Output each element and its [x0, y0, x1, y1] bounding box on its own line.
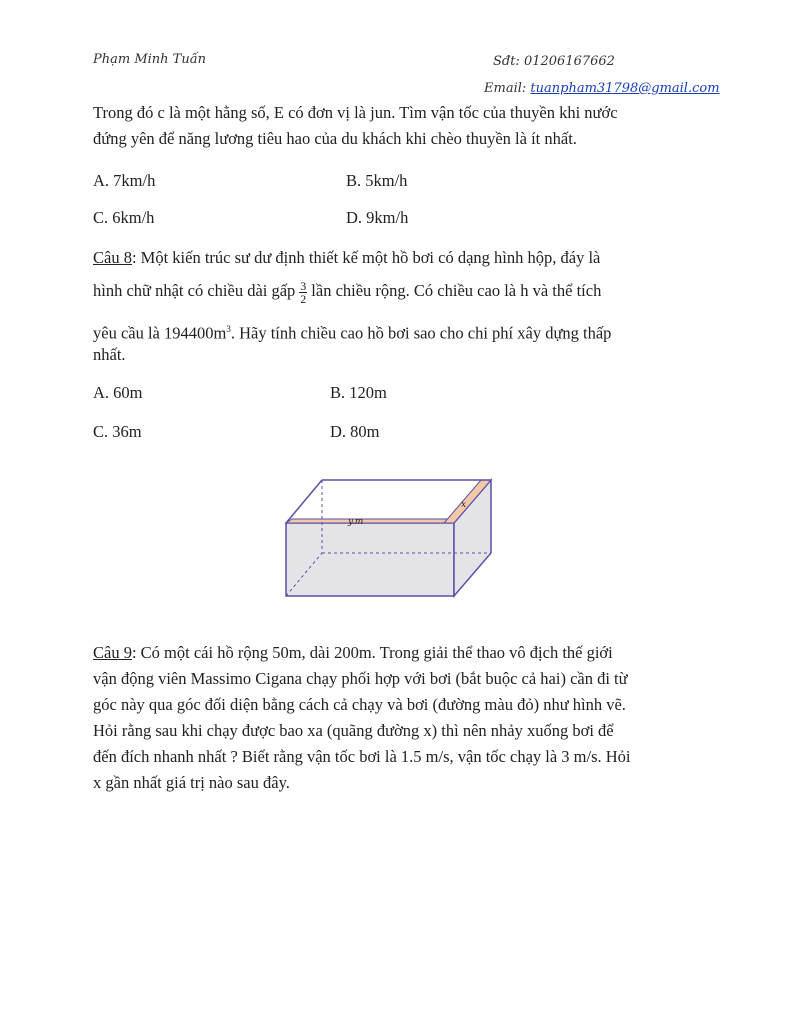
- q8-fraction: [299, 280, 307, 305]
- q9-line-6: x gần nhất giá trị nào sau đây.: [93, 773, 290, 792]
- header-phone: Sđt: 01206167662: [493, 54, 615, 69]
- header-email-label: Email:: [484, 81, 531, 96]
- box-front-face: [286, 523, 454, 596]
- q9-line-1-text: : Có một cái hồ rộng 50m, dài 200m. Trong giải thể thao vô địch thế giới: [131, 643, 613, 662]
- header-email-link[interactable]: tuanpham31798@gmail.com: [530, 81, 720, 96]
- q8-line-3: [93, 316, 611, 347]
- pool-box-figure: [280, 476, 500, 602]
- box-top-left-edge: [286, 480, 322, 523]
- intro-line-2: đứng yên để năng lương tiêu hao của du khách khi chèo thuyền là ít nhất.: [93, 129, 577, 148]
- q8-line-1: [93, 245, 600, 271]
- q7-option-a: A. 7km/h: [93, 171, 156, 190]
- q7-option-b: B. 5km/h: [346, 171, 408, 190]
- q9-line-4: Hỏi rằng sau khi chạy được bao xa (quãng đường x) thì nên nhảy xuống bơi để: [93, 721, 614, 740]
- q8-line-2-after: lần chiều rộng. Có chiều cao là h và thể tích: [311, 281, 602, 300]
- q8-option-c: C. 36m: [93, 422, 142, 441]
- q9-line-3: góc này qua góc đối diện bằng cách cả chạy và bơi (đường màu đỏ) như hình vẽ.: [93, 695, 626, 714]
- label-long-side: y.m: [348, 517, 364, 527]
- box-front-strip: [286, 519, 454, 523]
- q9-line-2: vận động viên Massimo Cigana chạy phối hợp với bơi (bắt buộc cả hai) cần đi từ: [93, 669, 628, 688]
- q8-option-a: A. 60m: [93, 383, 143, 402]
- q8-line-2: [93, 276, 601, 306]
- q8-line-1-text: : Một kiến trúc sư dư định thiết kế một hồ bơi có dạng hình hộp, đáy là: [131, 248, 601, 267]
- q8-line-2-before: hình chữ nhật có chiều dài gấp: [93, 281, 296, 300]
- q8-line-3-sup: 3: [226, 324, 231, 334]
- q8-line-3-after: . Hãy tính chiều cao hồ bơi sao cho chi phí xây dựng thấp: [230, 323, 612, 343]
- intro-line-1: Trong đó c là một hằng số, E có đơn vị là jun. Tìm vận tốc của thuyền khi nước: [93, 103, 618, 122]
- q7-option-c: C. 6km/h: [93, 208, 155, 227]
- q8-label: Câu 8: [93, 248, 132, 267]
- q8-option-d: D. 80m: [330, 422, 380, 441]
- label-short-side: x: [461, 500, 467, 510]
- header-email-line: [484, 81, 720, 96]
- q8-fraction-numerator: 3: [300, 278, 307, 293]
- q8-fraction-denominator: 2: [300, 291, 307, 306]
- q8-option-b: B. 120m: [330, 383, 387, 402]
- q9-label: Câu 9: [93, 643, 132, 662]
- q9-line-1: [93, 640, 613, 666]
- q7-option-d: D. 9km/h: [346, 208, 409, 227]
- header-author: Phạm Minh Tuấn: [93, 52, 207, 67]
- q8-line-3-before: yêu cầu là 194400m: [93, 323, 227, 343]
- q9-line-5: đến đích nhanh nhất ? Biết rằng vận tốc bơi là 1.5 m/s, vận tốc chạy là 3 m/s. Hỏi: [93, 747, 631, 766]
- q8-line-4: nhất.: [93, 345, 126, 364]
